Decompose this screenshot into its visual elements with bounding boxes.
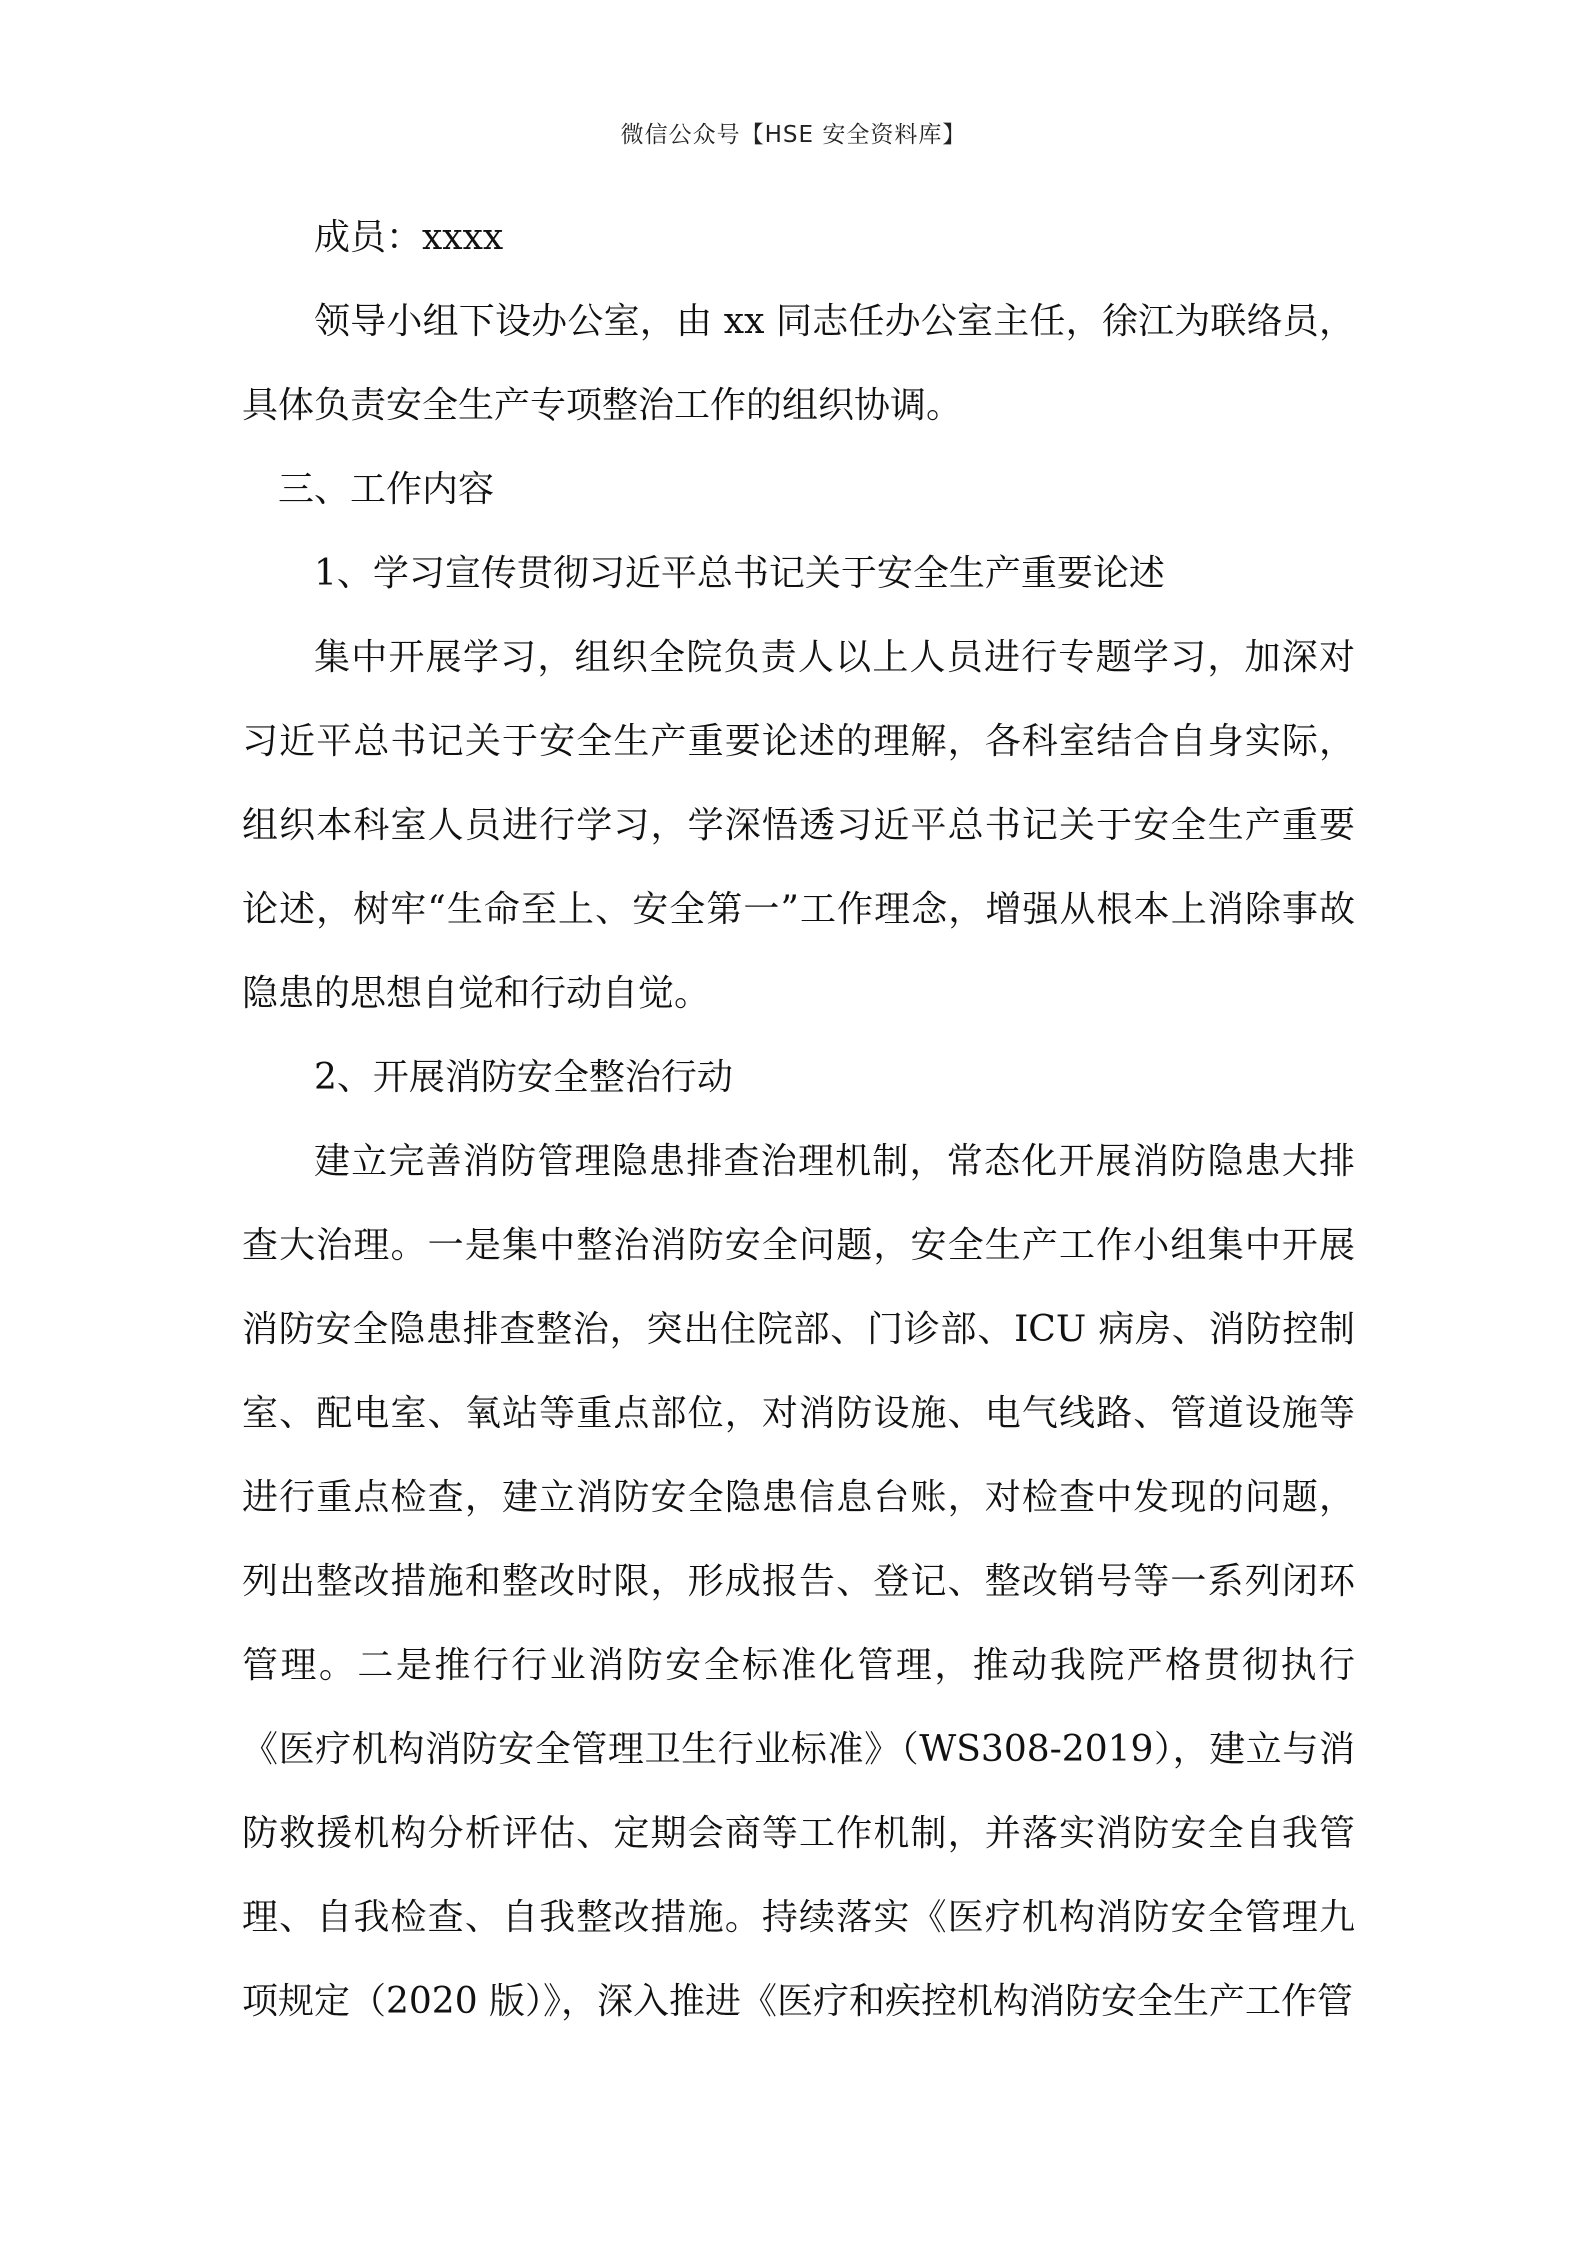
paragraph-members: 成员：xxxx bbox=[314, 217, 504, 258]
page-header: 微信公众号【HSE 安全资料库】 bbox=[620, 122, 967, 148]
section-heading-work-content: 三、工作内容 bbox=[278, 469, 495, 510]
paragraph-fire-safety: 建立完善消防管理隐患排查治理机制，常态化开展消防隐患大排查大治理。一是集中整治消防安全问题，安全生产工作小组集中开展消防安全隐患排查整治，突出住院部、门诊部、ICU 病房、消防控制室、配电室、氧站等重点部位，对消防设施、电气线路、管道设施等进行重点检查，建立消防安全隐患信息台账，对检查中发现的问题，列出整改措施和整改时限，形成报告、登记、整改销号等一系列闭环管理。二是推行行业消防安全标准化管理，推动我院严格贯彻执行《医疗机构消防安全管理卫生行业标准》（WS308-2019），建立与消防救援机构分析评估、定期会商等工作机制，并落实消防安全自我管理、自我检查、自我整改措施。持续落实《医疗机构消防安全管理九项规定（2020 版）》，深入推进《医疗和疾控机构消防安全生产工作管 bbox=[242, 1141, 1355, 2022]
paragraph-study: 集中开展学习，组织全院负责人以上人员进行专题学习，加深对习近平总书记关于安全生产重要论述的理解，各科室结合自身实际，组织本科室人员进行学习，学深悟透习近平总书记关于安全生产重要论述，树牢“生命至上、安全第一”工作理念，增强从根本上消除事故隐患的思想自觉和行动自觉。 bbox=[242, 637, 1355, 1014]
subheading-fire-safety: 2、开展消防安全整治行动 bbox=[314, 1057, 733, 1098]
subheading-study-promotion: 1、学习宣传贯彻习近平总书记关于安全生产重要论述 bbox=[314, 553, 1165, 594]
paragraph-office: 领导小组下设办公室，由 xx 同志任办公室主任，徐江为联络员，具体负责安全生产专项整治工作的组织协调。 bbox=[242, 301, 1355, 426]
document-body bbox=[242, 196, 1355, 2044]
